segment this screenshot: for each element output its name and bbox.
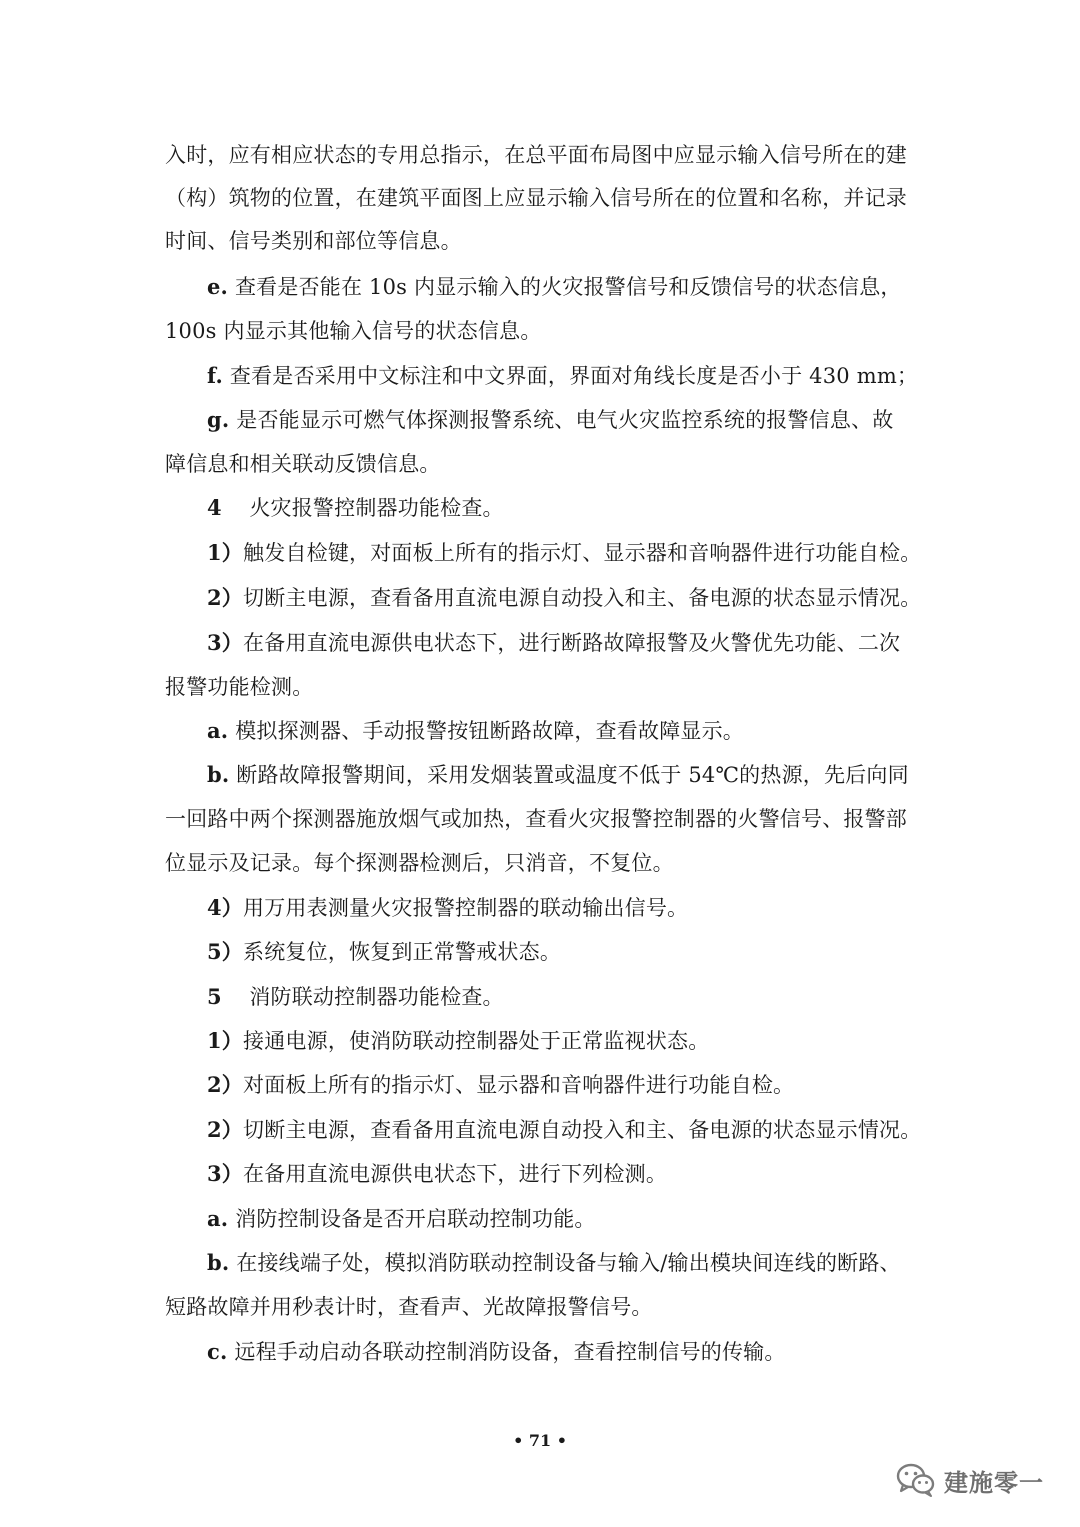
paragraph-line <box>207 1026 967 1056</box>
line-text: 一回路中两个探测器施放烟气或加热，查看火灾报警控制器的火警信号、报警部 <box>165 807 907 831</box>
line-text: 模拟探测器、手动报警按钮断路故障，查看故障显示。 <box>228 719 745 743</box>
paragraph-line <box>207 361 967 391</box>
paragraph-line <box>207 1115 967 1145</box>
paragraph-line <box>165 804 925 834</box>
paragraph-line <box>207 1204 967 1234</box>
item-marker: 3） <box>207 630 244 655</box>
line-text: 用万用表测量火灾报警控制器的联动输出信号。 <box>243 896 689 920</box>
paragraph-line <box>207 1159 967 1189</box>
paragraph-line <box>207 716 967 746</box>
line-text: 是否能显示可燃气体探测报警系统、电气火灾监控系统的报警信息、故 <box>229 408 894 432</box>
paragraph-line <box>207 272 967 302</box>
item-marker: a. <box>207 1206 229 1231</box>
watermark-text: 建施零一 <box>944 1468 1044 1497</box>
item-marker: f. <box>207 363 223 388</box>
paragraph-line <box>207 583 967 613</box>
item-marker: 5） <box>207 939 244 964</box>
item-marker: 2） <box>207 1117 244 1142</box>
item-marker: b. <box>207 1250 230 1275</box>
line-text: 接通电源，使消防联动控制器处于正常监视状态。 <box>243 1029 710 1053</box>
paragraph-line <box>207 1337 967 1367</box>
wechat-icon <box>896 1462 936 1498</box>
line-text: 系统复位，恢复到正常警戒状态。 <box>243 940 562 964</box>
line-text: （构）筑物的位置，在建筑平面图上应显示输入信号所在的位置和名称，并记录 <box>165 186 907 210</box>
line-text: 在备用直流电源供电状态下，进行断路故障报警及火警优先功能、二次 <box>243 631 901 655</box>
paragraph-line <box>207 760 967 790</box>
item-marker: e. <box>207 274 229 299</box>
item-marker: 1） <box>207 1028 244 1053</box>
item-marker: g. <box>207 407 230 432</box>
section-heading <box>207 982 967 1012</box>
paragraph-line <box>165 1292 925 1322</box>
paragraph-line <box>207 937 967 967</box>
section-title: 火灾报警控制器功能检查。 <box>221 496 504 520</box>
line-text: 查看是否采用中文标注和中文界面，界面对角线长度是否小于 430 mm； <box>223 364 919 388</box>
line-text: 障信息和相关联动反馈信息。 <box>165 452 441 476</box>
line-text: 短路故障并用秒表计时，查看声、光故障报警信号。 <box>165 1295 653 1319</box>
line-text: 报警功能检测。 <box>165 675 314 699</box>
line-text: 消防控制设备是否开启联动控制功能。 <box>228 1207 596 1231</box>
line-text: 切断主电源，查看备用直流电源自动投入和主、备电源的状态显示情况。 <box>243 1118 922 1142</box>
section-number: 5 <box>207 984 222 1009</box>
paragraph-line <box>165 183 925 213</box>
section-title: 消防联动控制器功能检查。 <box>221 985 504 1009</box>
section-heading <box>207 493 967 523</box>
item-marker: 2） <box>207 585 244 610</box>
paragraph-line <box>207 405 967 435</box>
paragraph-line <box>165 848 925 878</box>
line-text: 时间、信号类别和部位等信息。 <box>165 229 462 253</box>
item-marker: 4） <box>207 895 244 920</box>
line-text: 切断主电源，查看备用直流电源自动投入和主、备电源的状态显示情况。 <box>243 586 922 610</box>
watermark <box>896 1452 1044 1508</box>
paragraph-line <box>165 316 925 346</box>
paragraph-line <box>207 628 967 658</box>
item-marker: c. <box>207 1339 228 1364</box>
line-text: 在接线端子处，模拟消防联动控制设备与输入/输出模块间连线的断路、 <box>229 1251 901 1275</box>
line-text: 断路故障报警期间，采用发烟装置或温度不低于 54℃的热源，先后向同 <box>229 763 909 787</box>
line-text: 入时，应有相应状态的专用总指示，在总平面布局图中应显示输入信号所在的建 <box>165 143 907 167</box>
item-marker: b. <box>207 762 230 787</box>
line-text: 查看是否能在 10s 内显示输入的火灾报警信号和反馈信号的状态信息， <box>228 275 902 299</box>
paragraph-line <box>165 226 925 256</box>
line-text: 远程手动启动各联动控制消防设备，查看控制信号的传输。 <box>227 1340 786 1364</box>
line-text: 在备用直流电源供电状态下，进行下列检测。 <box>243 1162 668 1186</box>
item-marker: 1） <box>207 540 244 565</box>
paragraph-line <box>165 672 925 702</box>
page-number: • 71 • <box>513 1431 567 1450</box>
paragraph-line <box>165 140 925 170</box>
line-text: 位显示及记录。每个探测器检测后，只消音，不复位。 <box>165 851 674 875</box>
paragraph-line <box>207 893 967 923</box>
item-marker: 3） <box>207 1161 244 1186</box>
paragraph-line <box>207 538 967 568</box>
line-text: 100s 内显示其他输入信号的状态信息。 <box>165 319 542 343</box>
paragraph-line <box>207 1248 967 1278</box>
line-text: 触发自检键，对面板上所有的指示灯、显示器和音响器件进行功能自检。 <box>243 541 922 565</box>
paragraph-line <box>207 1070 967 1100</box>
paragraph-line <box>165 449 925 479</box>
item-marker: a. <box>207 718 229 743</box>
item-marker: 2） <box>207 1072 244 1097</box>
section-number: 4 <box>207 495 222 520</box>
line-text: 对面板上所有的指示灯、显示器和音响器件进行功能自检。 <box>243 1073 795 1097</box>
